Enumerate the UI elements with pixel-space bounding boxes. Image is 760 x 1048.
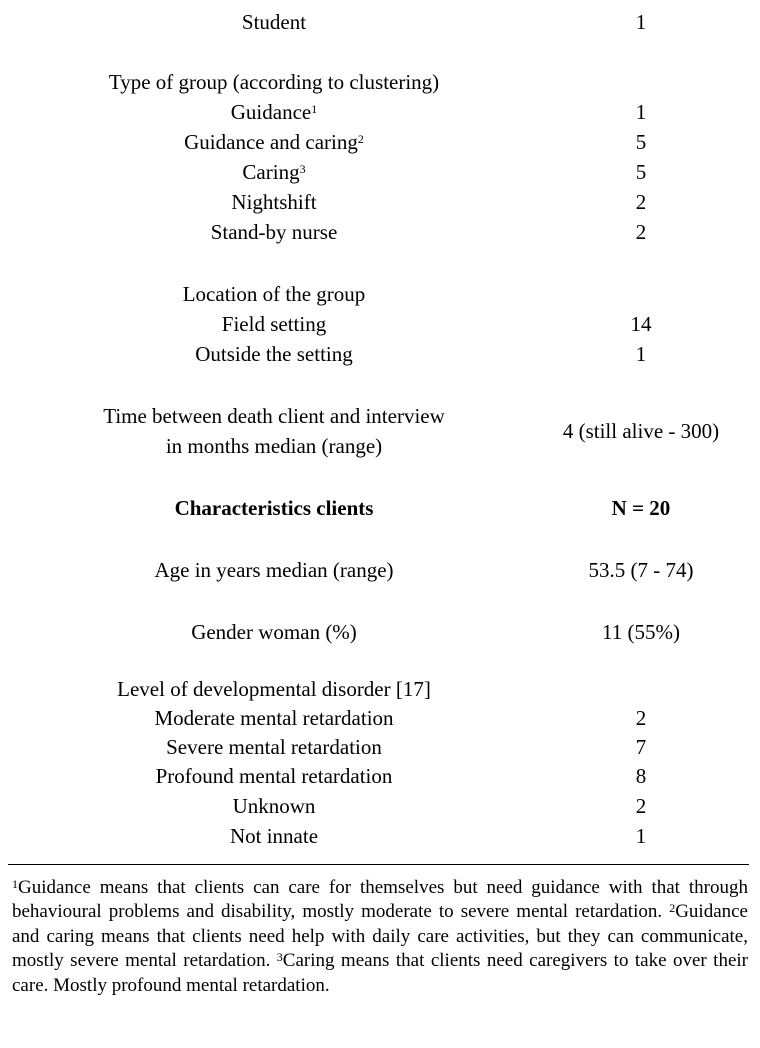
table-footnotes xyxy=(12,876,748,998)
row-label-unknown: Unknown xyxy=(232,794,316,818)
row-label-outside-setting: Outside the setting xyxy=(195,342,353,366)
row-value-guidance-and-caring: 5 xyxy=(635,130,647,154)
row-value-standby-nurse: 2 xyxy=(635,220,647,244)
row-label-age: Age in years median (range) xyxy=(154,558,394,582)
row-label-profound: Profound mental retardation xyxy=(155,764,393,788)
row-value-age: 53.5 (7 - 74) xyxy=(588,558,694,582)
row-value-moderate: 2 xyxy=(635,706,647,730)
row-label-gender: Gender woman (%) xyxy=(191,620,357,644)
row-label-nightshift: Nightshift xyxy=(231,190,317,214)
row-label-caring: Caring$^3$ xyxy=(242,160,306,184)
row-label-guidance: Guidance$^1$ xyxy=(230,100,318,124)
table-footer-rule xyxy=(8,864,749,865)
footnote-text-3: Caring means that clients need caregivers to take over their care. Mostly profound mental retardation. xyxy=(12,950,748,996)
row-label-time-between-death-line1: Time between death client and interview xyxy=(103,404,445,428)
row-label-time-between-death-line2: in months median (range) xyxy=(165,434,383,458)
section-heading-level-developmental-disorder: Level of developmental disorder [17] xyxy=(117,677,431,701)
row-label-severe: Severe mental retardation xyxy=(166,735,382,759)
footnote-mark-1: 1 xyxy=(12,877,18,891)
section-heading-location: Location of the group xyxy=(182,282,366,306)
row-value-outside-setting: 1 xyxy=(635,342,647,366)
row-value-student: 1 xyxy=(635,10,647,34)
footnote-ref-1: 1 xyxy=(311,102,318,116)
row-value-gender: 11 (55%) xyxy=(602,620,680,644)
row-value-severe: 7 xyxy=(635,735,647,759)
row-value-not-innate: 1 xyxy=(635,824,647,848)
row-label-standby-nurse: Stand-by nurse xyxy=(210,220,338,244)
row-label-field-setting: Field setting xyxy=(221,312,327,336)
row-value-time-between-death: 4 (still alive - 300) xyxy=(562,419,720,443)
footnote-text-2: Guidance and caring means that clients need help with daily care activities, but they can communicate, mostly severe mental retardation. xyxy=(12,901,748,972)
footnote-ref-2: 2 xyxy=(357,132,364,146)
row-value-nightshift: 2 xyxy=(635,190,647,214)
row-value-field-setting: 14 xyxy=(630,312,652,336)
row-value-n-clients: N = 20 xyxy=(611,496,671,520)
row-value-profound: 8 xyxy=(635,764,647,788)
row-value-unknown: 2 xyxy=(635,794,647,818)
footnote-ref-3: 3 xyxy=(299,162,306,176)
footnote-mark-3: 3 xyxy=(276,950,283,965)
section-heading-type-of-group: Type of group (according to clustering) xyxy=(108,70,440,94)
footnote-mark-2: 2 xyxy=(669,901,676,916)
footnote-text-1: Guidance means that clients can care for themselves but need guidance with that through behavioural problems and disability, mostly moderate to severe mental retardation. xyxy=(12,877,748,923)
row-label-student: Student xyxy=(241,10,307,34)
row-label-moderate: Moderate mental retardation xyxy=(154,706,394,730)
row-value-caring: 5 xyxy=(635,160,647,184)
row-value-guidance: 1 xyxy=(635,100,647,124)
row-label-not-innate: Not innate xyxy=(229,824,319,848)
section-heading-characteristics-clients: Characteristics clients xyxy=(174,496,374,520)
row-label-guidance-and-caring: Guidance and caring$^2$ xyxy=(184,130,364,154)
